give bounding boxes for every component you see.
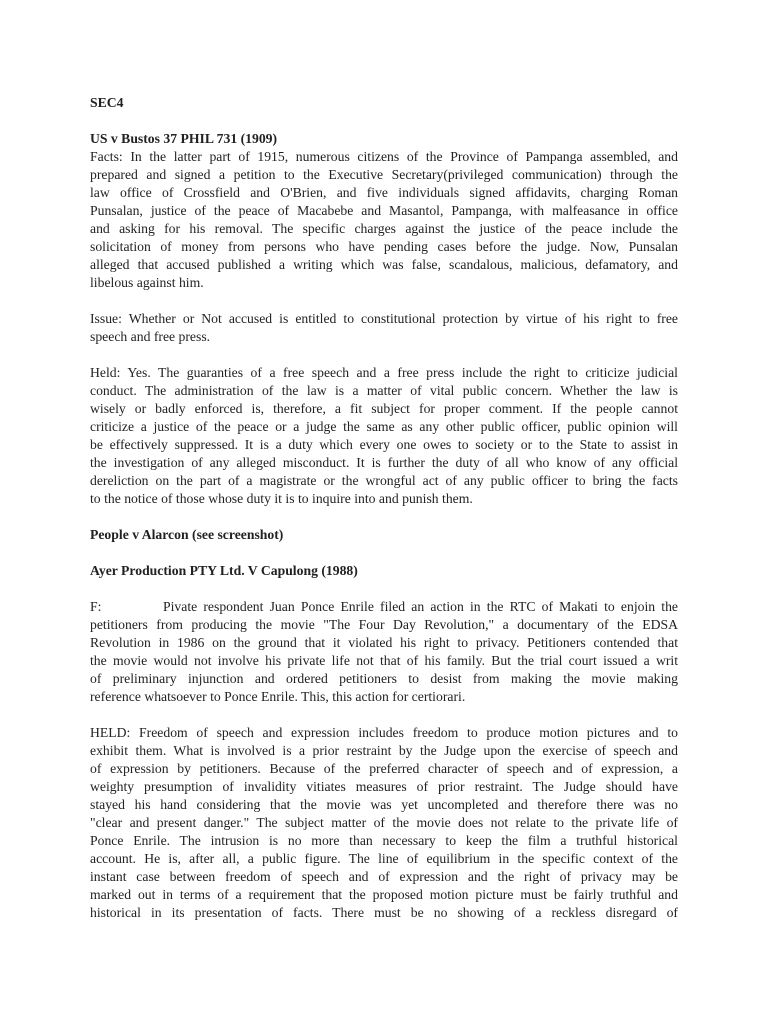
text-line: account. He is, after all, a public figure. The line of equilibrium in the specific context of the	[90, 851, 678, 866]
text-line: HELD: Freedom of speech and expression includes freedom to produce motion pictures and to	[90, 725, 678, 740]
text-line: wisely or badly enforced is, therefore, a fit subject for proper comment. If the people cannot	[90, 401, 678, 416]
held-paragraph	[90, 364, 678, 508]
text-line: the movie would not involve his private life not that of his family. But the trial court issued a writ	[90, 653, 678, 668]
text-line: Issue: Whether or Not accused is entitled to constitutional protection by virtue of his right to free	[90, 311, 678, 326]
text-line: stayed his hand considering that the movie was yet uncompleted and therefore there was no	[90, 797, 678, 812]
text-line: dereliction on the part of a magistrate or the wrongful act of any public officer to bring the facts	[90, 473, 678, 488]
text-line: petitioners from producing the movie "The Four Day Revolution," a documentary of the EDSA	[90, 617, 678, 632]
text-line: Ponce Enrile. The intrusion is no more than necessary to keep the film a truthful historical	[90, 833, 678, 848]
issue-paragraph	[90, 310, 678, 346]
text-line: the investigation of any alleged misconduct. It is further the duty of all who know of any official	[90, 455, 678, 470]
text-line: "clear and present danger." The subject matter of the movie does not relate to the private life of	[90, 815, 678, 830]
text-line: law office of Crossfield and O'Brien, and five individuals signed affidavits, charging Roman	[90, 185, 678, 200]
text-line: weighty presumption of invalidity vitiates measures of prior restraint. The Judge should have	[90, 779, 678, 794]
text-line: prepared and signed a petition to the Executive Secretary(privileged communication) through the	[90, 167, 678, 182]
text-line: and asking for his removal. The specific charges against the justice of the peace include the	[90, 221, 678, 236]
facts-paragraph	[90, 148, 678, 292]
text-line: of expression by petitioners. Because of the preferred character of speech and of expression, a	[90, 761, 678, 776]
text-line: F: Pivate respondent Juan Ponce Enrile filed an action in the RTC of Makati to enjoin the	[90, 599, 678, 614]
text-line: of preliminary injunction and ordered petitioners to desist from making the movie making	[90, 671, 678, 686]
text-line: instant case between freedom of speech and of expression and the right of privacy may be	[90, 869, 678, 884]
case-title: Ayer Production PTY Ltd. V Capulong (1988)	[90, 563, 358, 578]
text-line: marked out in terms of a requirement that the proposed motion picture must be fairly truthful and	[90, 887, 678, 902]
case-title: People v Alarcon (see screenshot)	[90, 527, 284, 542]
text-line: be effectively suppressed. It is a duty which every one owes to society or to the State to assist in	[90, 437, 678, 452]
text-line: libelous against him.	[90, 275, 204, 290]
text-line: speech and free press.	[90, 329, 211, 344]
text-line: historical in its presentation of facts. There must be no showing of a reckless disregard of	[90, 905, 678, 920]
facts-paragraph	[90, 598, 678, 706]
section-heading: SEC4	[90, 95, 124, 110]
text-line: to the notice of those whose duty it is to inquire into and punish them.	[90, 491, 473, 506]
text-line: Punsalan, justice of the peace of Macabebe and Masantol, Pampanga, with malfeasance in office	[90, 203, 678, 218]
text-line: Revolution in 1986 on the ground that it violated his right to privacy. Petitioners contended that	[90, 635, 678, 650]
text-line: Facts: In the latter part of 1915, numerous citizens of the Province of Pampanga assembled, and	[90, 149, 678, 164]
text-line: alleged that accused published a writing which was false, scandalous, malicious, defamatory, and	[90, 257, 678, 272]
text-line: conduct. The administration of the law is a matter of vital public concern. Whether the law is	[90, 383, 678, 398]
text-line: exhibit them. What is involved is a prior restraint by the Judge upon the exercise of speech and	[90, 743, 678, 758]
document-page	[90, 94, 678, 922]
case-title: US v Bustos 37 PHIL 731 (1909)	[90, 131, 278, 146]
text-line: reference whatsoever to Ponce Enrile. This, this action for certiorari.	[90, 689, 466, 704]
text-line: Held: Yes. The guaranties of a free speech and a free press include the right to criticize judicial	[90, 365, 678, 380]
text-line: solicitation of money from persons who have pending cases before the judge. Now, Punsalan	[90, 239, 678, 254]
text-line: criticize a justice of the peace or a judge the same as any other public officer, public opinion will	[90, 419, 678, 434]
held-paragraph	[90, 724, 678, 922]
